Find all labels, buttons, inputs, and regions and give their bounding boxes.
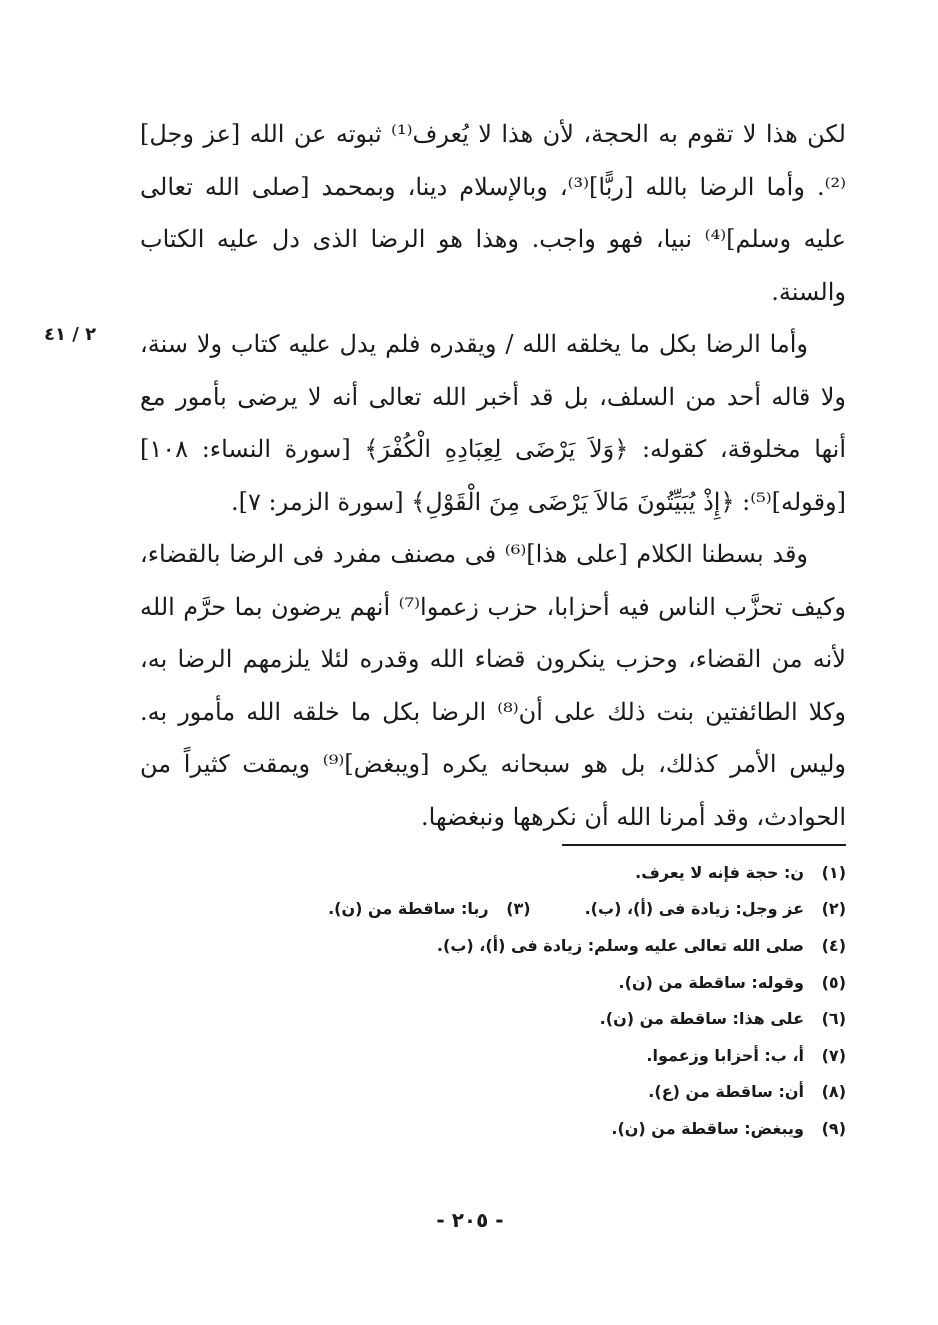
main-text [140, 108, 846, 843]
footnote-number: (٢) [821, 899, 846, 919]
footnotes [200, 854, 846, 1147]
footnote-number: (٤) [821, 935, 846, 955]
page-number: - ٢٠٥ - [436, 1208, 504, 1232]
footnote-number: (٣) [506, 899, 531, 919]
footnote-item [200, 854, 846, 891]
footnote-text: أ، ب: أحزابا وزعموا. [646, 1045, 804, 1065]
footnote-text: ربا: ساقطة من (ن). [328, 899, 489, 919]
footnote-item [200, 927, 846, 964]
footnote-number: (٥) [821, 972, 846, 992]
paragraph-2: وأما الرضا بكل ما يخلقه الله / ويقدره فلم يدل عليه كتاب ولا سنة، ولا قاله أحد من السلف، بل قد أخبر الله تعالى أنه لا يرضى بأمور مع أنها مخلوقة، كقوله: ﴿وَلاَ يَرْضَى لِعِبَادِهِ الْكُفْرَ﴾ [سورة النساء: ١٠٨] [وقوله]⁽⁵⁾: ﴿إِذْ يُبَيِّتُونَ مَالاَ يَرْضَى مِنَ الْقَوْلِ﴾ [سورة الزمر: ٧]. [140, 330, 846, 516]
footnote-item [200, 1037, 846, 1074]
margin-reference: ٢ / ٤١ [44, 324, 97, 345]
footnote-number: (٩) [821, 1118, 846, 1138]
footnote-text: صلى الله تعالى عليه وسلم: زيادة فى (أ)، (ب). [436, 935, 804, 955]
footnote-item [200, 964, 846, 1001]
footnote-text: ن: حجة فإنه لا يعرف. [635, 862, 804, 882]
footnote-number: (٧) [821, 1045, 846, 1065]
footnote-text: أن: ساقطة من (ع). [648, 1082, 804, 1102]
footnote-number: (٦) [821, 1009, 846, 1029]
footnote-divider [562, 844, 846, 846]
footnote-item [200, 891, 846, 928]
footnote-text: عز وجل: زيادة فى (أ)، (ب). [584, 899, 804, 919]
footnote-item [200, 1110, 846, 1147]
footnote-item [200, 1000, 846, 1037]
footnote-text: ويبغض: ساقطة من (ن). [611, 1118, 804, 1138]
paragraph-3: وقد بسطنا الكلام [على هذا]⁽⁶⁾ فى مصنف مفرد فى الرضا بالقضاء، وكيف تحزَّب الناس فيه أحزابا، حزب زعموا⁽⁷⁾ أنهم يرضون بما حرَّم الله لأنه من القضاء، وحزب ينكرون قضاء الله وقدره لئلا يلزمهم الرضا به، وكلا الطائفتين بنت ذلك على أن⁽⁸⁾ الرضا بكل ما خلقه الله مأمور به. وليس الأمر كذلك، بل هو سبحانه يكره [ويبغض]⁽⁹⁾ ويمقت كثيراً من الحوادث، وقد أمرنا الله أن نكرهها ونبغضها. [140, 540, 847, 831]
footnote-text: وقوله: ساقطة من (ن). [618, 972, 804, 992]
footnote-number: (١) [821, 862, 846, 882]
footnote-item [200, 1074, 846, 1111]
footnote-number: (٨) [821, 1082, 846, 1102]
footnote-text: على هذا: ساقطة من (ن). [599, 1009, 804, 1029]
paragraph-1: لكن هذا لا تقوم به الحجة، لأن هذا لا يُعرف⁽¹⁾ ثبوته عن الله [عز وجل]⁽²⁾. وأما الرضا بالله [ربًّا]⁽³⁾، وبالإسلام دينا، وبمحمد [صلى الله تعالى عليه وسلم]⁽⁴⁾ نبيا، فهو واجب. وهذا هو الرضا الذى دل عليه الكتاب والسنة. [140, 120, 846, 306]
